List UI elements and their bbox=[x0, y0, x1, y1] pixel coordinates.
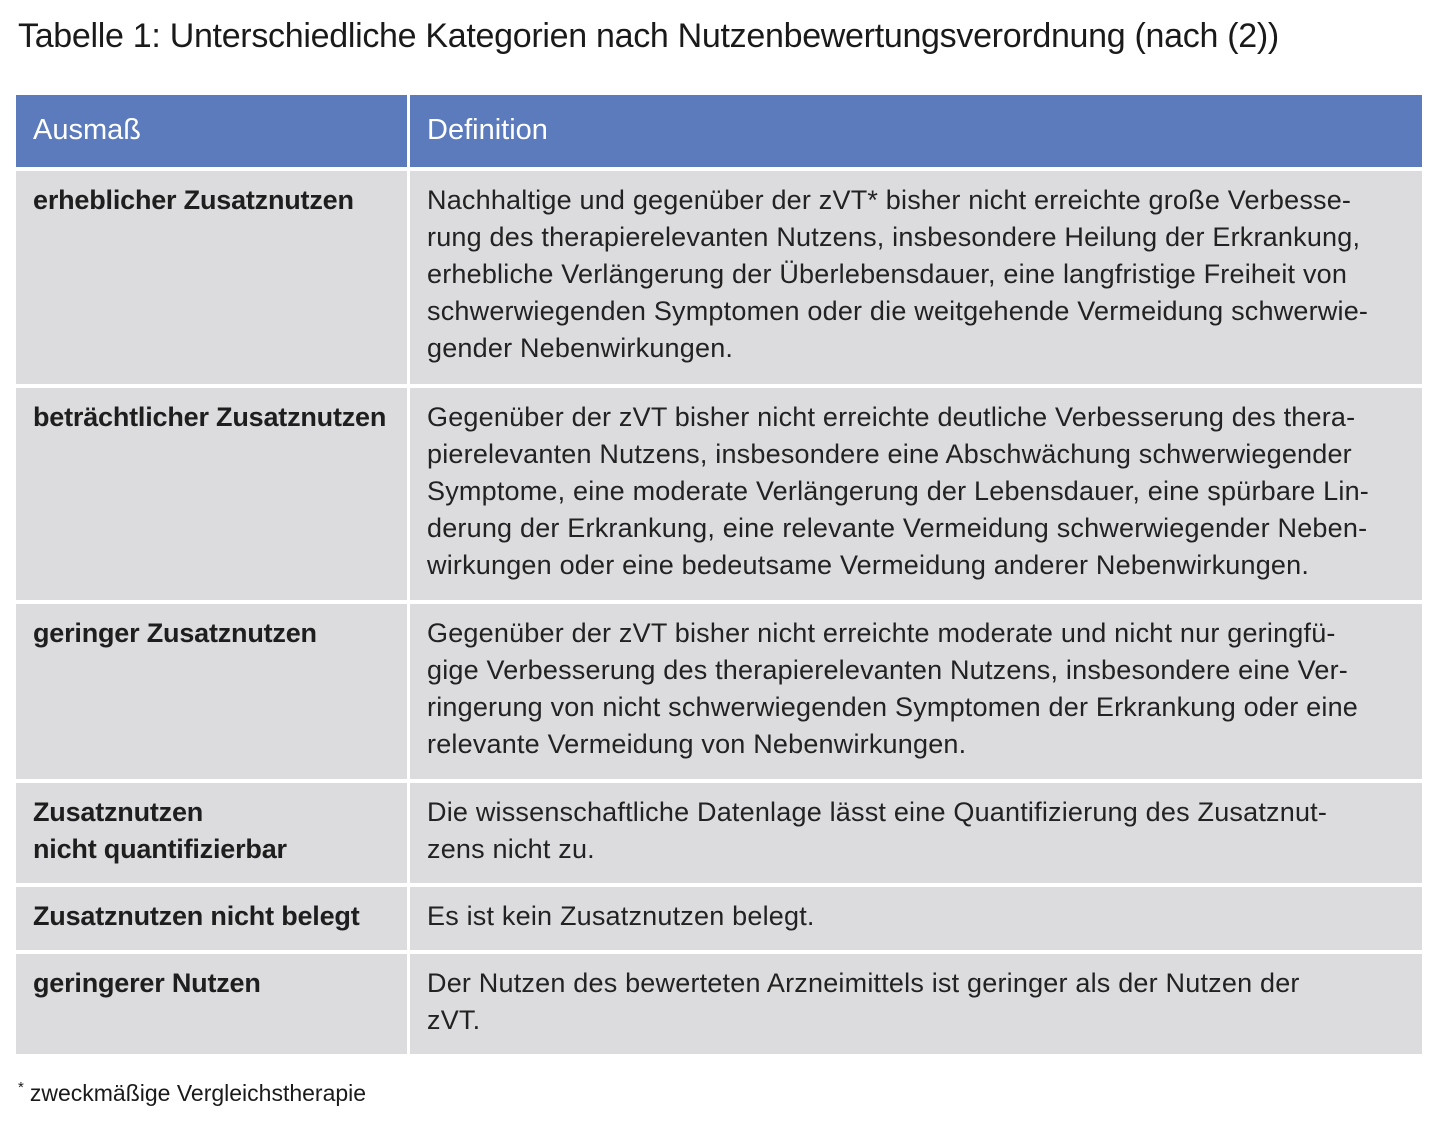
row-6-category: geringerer Nutzen bbox=[16, 954, 407, 1054]
row-6-definition: Der Nutzen des bewerteten Arzneimittels ist geringer als der Nutzen der zVT. bbox=[407, 954, 1422, 1054]
header-ausmass: Ausmaß bbox=[16, 95, 407, 167]
row-5-definition: Es ist kein Zusatznutzen belegt. bbox=[407, 887, 1422, 950]
row-5-category: Zusatznutzen nicht belegt bbox=[16, 887, 407, 950]
footnote-mark: * bbox=[18, 1079, 24, 1096]
categories-table bbox=[16, 95, 1422, 1054]
row-2-category: beträchtlicher Zusatznutzen bbox=[16, 388, 407, 600]
table-title: Tabelle 1: Unterschiedliche Kategorien nach Nutzenbewertungsverordnung (nach (2)) bbox=[18, 17, 1279, 55]
footnote bbox=[18, 1072, 366, 1109]
row-1-category: erheblicher Zusatznutzen bbox=[16, 171, 407, 384]
row-1-definition: Nachhaltige und gegenüber der zVT* bisher nicht erreichte große Verbesse- rung des therapierelevanten Nutzens, insbesondere Heilung der Erkrankung, erhebliche Verlängerung der Überlebensdauer, eine langfristige Freiheit von schwerwiegenden Symptomen oder die weitgehende Vermeidung schwerwie- gender Nebenwirkungen. bbox=[407, 171, 1422, 384]
row-4-definition: Die wissenschaftliche Datenlage lässt eine Quantifizierung des Zusatznut- zens nicht zu. bbox=[407, 783, 1422, 883]
row-3-category: geringer Zusatznutzen bbox=[16, 604, 407, 779]
row-2-definition: Gegenüber der zVT bisher nicht erreichte deutliche Verbesserung des thera- pierelevanten Nutzens, insbesondere eine Abschwächung schwerwiegender Symptome, eine moderate Verlängerung der Lebensdauer, eine spürbare Lin- derung der Erkrankung, eine relevante Vermeidung schwerwiegender Neben- wirkungen oder eine bedeutsame Vermeidung anderer Nebenwirkungen. bbox=[407, 388, 1422, 600]
header-definition: Definition bbox=[407, 95, 1422, 167]
row-3-definition: Gegenüber der zVT bisher nicht erreichte moderate und nicht nur geringfü- gige Verbesserung des therapierelevanten Nutzens, insbesondere eine Ver- ringerung von nicht schwerwiegenden Symptomen der Erkrankung oder eine relevante Vermeidung von Nebenwirkungen. bbox=[407, 604, 1422, 779]
row-4-category: Zusatznutzen nicht quantifizierbar bbox=[16, 783, 407, 883]
footnote-text: zweckmäßige Vergleichstherapie bbox=[29, 1080, 367, 1106]
